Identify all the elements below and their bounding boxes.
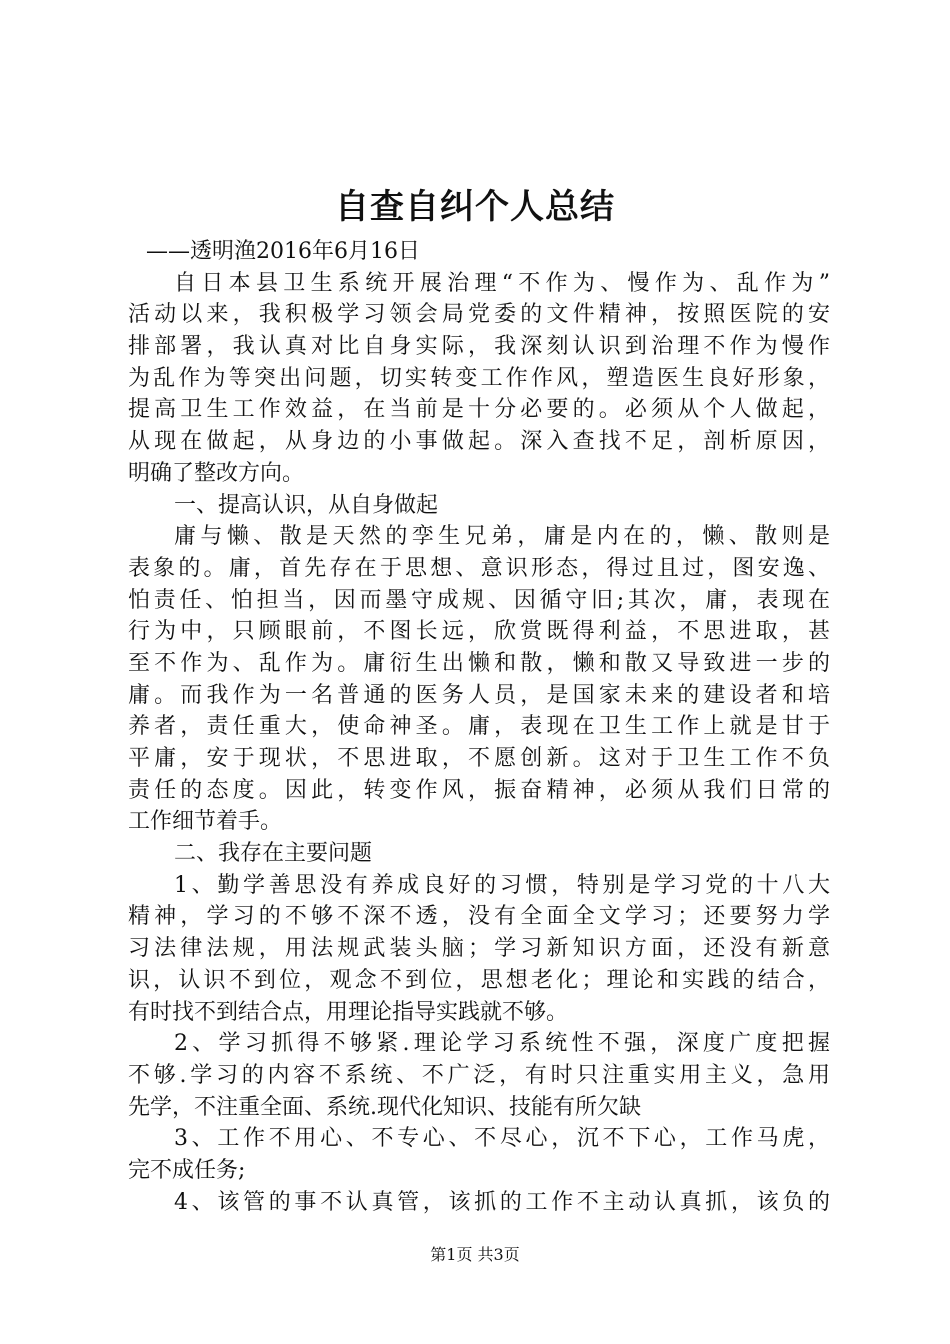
- text-line: 完不成任务;: [128, 1157, 246, 1183]
- text-line: 平庸，安于现状，不思进取，不愿创新。这对于卫生工作不负: [128, 746, 830, 771]
- text-line: 明确了整改方向。: [128, 460, 305, 486]
- text-line: 庸与懒、散是天然的孪生兄弟，庸是内在的，懒、散则是: [174, 524, 830, 550]
- text-line: 怕责任、怕担当，因而墨守成规、因循守旧;其次，庸，表现在: [128, 587, 830, 613]
- text-line: 自日本县卫生系统开展治理“不作为、慢作为、乱作为”: [174, 270, 830, 296]
- document-subtitle: ——透明渔2016年6月16日: [146, 239, 420, 264]
- text-line: 3、工作不用心、不专心、不尽心，沉不下心，工作马虎，: [174, 1126, 830, 1152]
- text-line: 4、该管的事不认真管，该抓的工作不主动认真抓，该负的: [174, 1189, 830, 1215]
- text-line: 精神，学习的不够不深不透，没有全面全文学习；还要努力学: [128, 904, 830, 930]
- text-line: 从现在做起，从身边的小事做起。深入查找不足，剖析原因，: [128, 429, 830, 455]
- document-title: 自查自纠个人总结: [335, 187, 615, 227]
- text-line: 工作细节着手。: [128, 809, 283, 835]
- text-line: 庸。而我作为一名普通的医务人员，是国家未来的建设者和培: [128, 682, 830, 708]
- text-line: 不够.学习的内容不系统、不广泛，有时只注重实用主义，急用: [128, 1062, 830, 1088]
- text-line: 2、学习抓得不够紧.理论学习系统性不强，深度广度把握: [174, 1031, 830, 1057]
- text-line: 一、提高认识，从自身做起: [174, 492, 439, 518]
- text-line: 活动以来，我积极学习领会局党委的文件精神，按照医院的安: [128, 302, 830, 328]
- text-line: 责任的态度。因此，转变作风，振奋精神，必须从我们日常的: [128, 777, 830, 803]
- text-line: 表象的。庸，首先存在于思想、意识形态，得过且过，图安逸、: [128, 555, 830, 581]
- page-footer: 第1页 共3页: [430, 1245, 520, 1264]
- text-line: 习法律法规，用法规武装头脑；学习新知识方面，还没有新意: [128, 936, 830, 962]
- text-line: 行为中，只顾眼前，不图长远，欣赏既得利益，不思进取，甚: [128, 619, 830, 645]
- text-line: 先学，不注重全面、系统.现代化知识、技能有所欠缺: [128, 1094, 641, 1120]
- text-line: 有时找不到结合点，用理论指导实践就不够。: [128, 999, 569, 1025]
- paragraph-lines: [128, 268, 830, 1219]
- text-line: 养者，责任重大，使命神圣。庸，表现在卫生工作上就是甘于: [128, 714, 830, 740]
- text-line: 识，认识不到位，观念不到位，思想老化；理论和实践的结合，: [128, 967, 830, 993]
- text-line: 排部署，我认真对比自身实际，我深刻认识到治理不作为慢作: [128, 334, 830, 360]
- text-line: 二、我存在主要问题: [174, 841, 373, 867]
- document-body: [128, 236, 830, 1218]
- text-line: 1、勤学善思没有养成良好的习惯，特别是学习党的十八大: [174, 872, 830, 898]
- text-line: 提高卫生工作效益，在当前是十分必要的。必须从个人做起，: [128, 397, 830, 423]
- text-line: 为乱作为等突出问题，切实转变工作作风，塑造医生良好形象，: [128, 365, 830, 391]
- text-line: 至不作为、乱作为。庸衍生出懒和散，懒和散又导致进一步的: [128, 650, 830, 676]
